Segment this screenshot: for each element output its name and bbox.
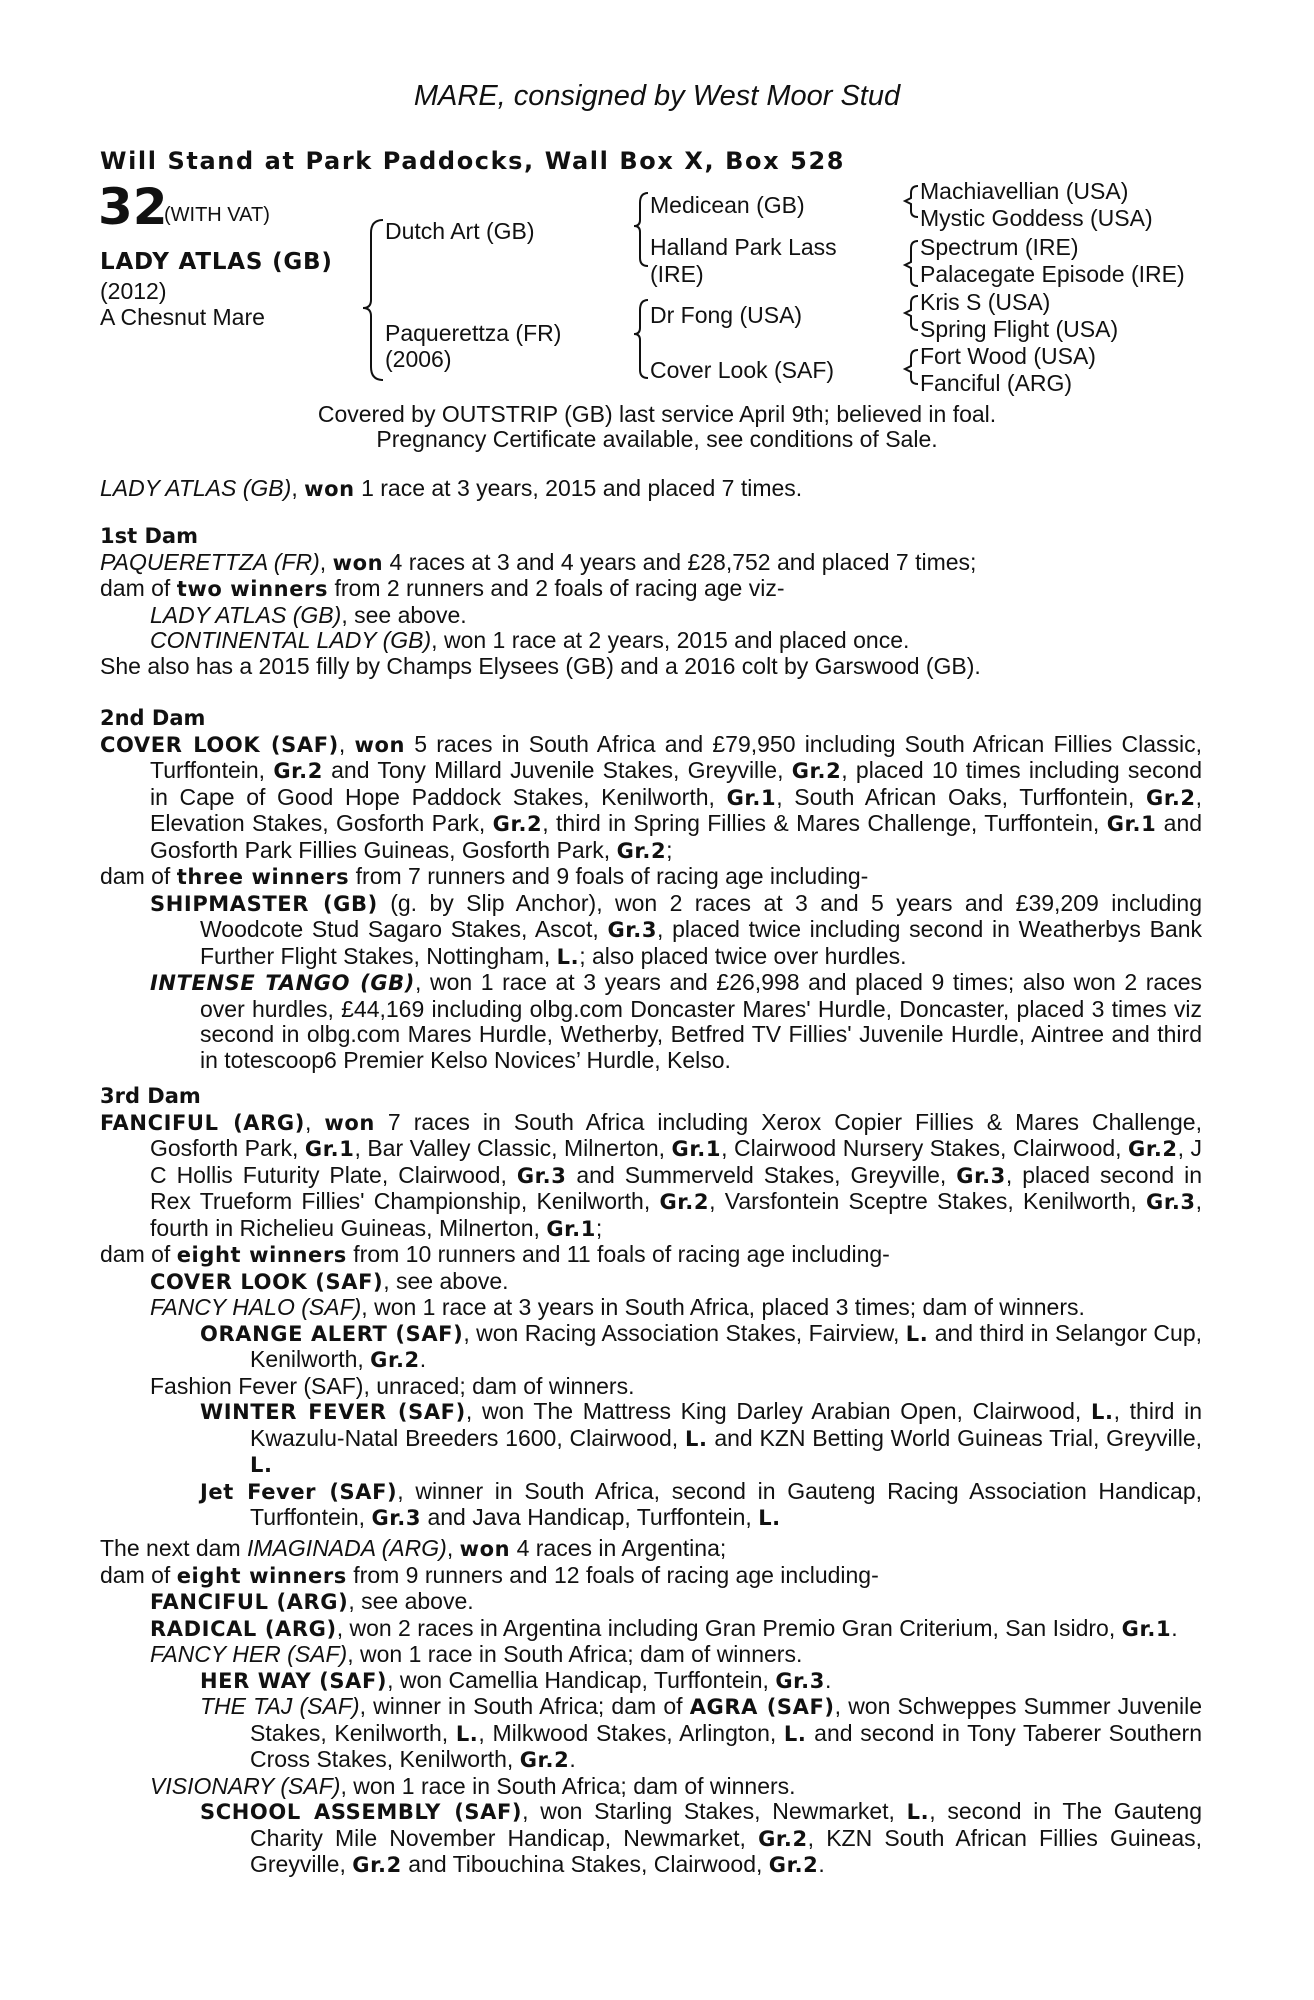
ped-ddd: Fanciful (ARG)	[920, 370, 1073, 396]
dam-of-label: dam of	[100, 1561, 171, 1588]
intro-won: won	[304, 477, 355, 501]
second-dam-section	[100, 706, 1202, 1073]
fourth-dam-section: The next dam IMAGINADA (ARG), won 4 races in Argentina; dam of eight winners from 9 runners and 12 foals of racing age including- FANCIFUL (ARG), see above. RADICAL (ARG), won 2 races in Argentina including Gran Premio Gran Criterium, San Isidro, Gr.1. FANCY HER (SAF), won 1 race in South Africa; dam of winners. HER WAY (SAF), won Camellia Handicap, Turffontein, Gr.3. THE TAJ (SAF), winner in South Africa; dam of AGRA (SAF), won Schweppes Summer Juvenile Stakes, Kenilworth, L., Milkwood Stakes, Arlington, L. and second in Tony Taberer Southern Cross Stakes, Kenilworth, Gr.2. VISIONARY (SAF), won 1 race in South Africa; dam of winners. SCHOOL ASSEMBLY (SAF), won Starling Stakes, Newmarket, L., second in The Gauteng Charity Mile November Handicap, Newmarket, Gr.2, KZN South African Fillies Guineas, Greyville, Gr.2 and Tibouchina Stakes, Clairwood, Gr.2.	[100, 1535, 1203, 1877]
runners-text: from 7 runners and 9 foals of racing age including-	[355, 863, 869, 889]
intro-paragraph: LADY ATLAS (GB), won 1 race at 3 years, 2015 and placed 7 times.	[100, 475, 803, 501]
grade-badge: Gr.2	[659, 1190, 710, 1214]
ped-dsd: Spring Flight (USA)	[920, 316, 1119, 342]
grade-badge: Gr.2	[791, 759, 842, 783]
ped-sss: Machiavellian (USA)	[920, 178, 1129, 204]
horse-year: (2012)	[100, 278, 167, 304]
third-dam-record: FANCIFUL (ARG), won 7 races in South Africa including Xerox Copier Fillies & Mares Challenge, Gosforth Park, Gr.1, Bar Valley Classic, Milnerton, Gr.1, Clairwood Nursery Stakes, Clairwood, Gr.2, J C Hollis Futurity Plate, Clairwood, Gr.3 and Summerveld Stakes, Greyville, Gr.3, placed second in Rex Trueform Fillies' Championship, Kenilworth, Gr.2, Varsfontein Sceptre Stakes, Kenilworth, Gr.3, fourth in Richelieu Guineas, Milnerton, Gr.1;	[100, 1108, 1203, 1241]
progeny-record: won 1 race at 2 years, 2015 and placed once.	[443, 627, 910, 653]
second-dam-heading: 2nd Dam	[100, 706, 206, 730]
first-dam-also: She also has a 2015 filly by Champs Elysees (GB) and a 2016 colt by Garswood (GB).	[100, 652, 981, 679]
won-label: won	[332, 550, 384, 575]
winners-count: three winners	[176, 865, 350, 889]
progeny-name: INTENSE TANGO (GB)	[150, 971, 415, 995]
ped-dam-dam: Cover Look (SAF)	[650, 357, 835, 383]
won-label: won	[459, 1537, 511, 1561]
ped-sire: Dutch Art (GB)	[385, 218, 535, 244]
progeny-entry: ORANGE ALERT (SAF), won Racing Association Stakes, Fairview, L. and third in Selangor Cup, Kenilworth, Gr.2.	[200, 1319, 1203, 1372]
grade-badge: Gr.3	[371, 1506, 422, 1530]
grade-badge: Gr.2	[758, 1826, 808, 1851]
second-dam-name: COVER LOOK (SAF)	[100, 732, 339, 757]
grade-badge: Gr.2	[519, 1748, 570, 1772]
first-dam-record: 4 races at 3 and 4 years and £28,752 and placed 7 times;	[389, 548, 977, 575]
page-title: MARE, consigned by West Moor Stud	[413, 80, 901, 112]
progeny-record: see above.	[354, 601, 467, 628]
grade-badge: Gr.3	[516, 1163, 567, 1188]
runners-text: from 9 runners and 12 foals of racing age including-	[353, 1561, 879, 1588]
ped-dam-year: (2006)	[385, 346, 452, 372]
progeny-name: Jet Fever (SAF)	[200, 1479, 398, 1504]
covered-note: Covered by OUTSTRIP (GB) last service April 9th; believed in foal.	[317, 401, 997, 427]
ped-sire-dam: Halland Park Lass	[650, 234, 837, 260]
grade-badge: L.	[758, 1506, 781, 1530]
progeny-name: RADICAL (ARG)	[150, 1616, 337, 1641]
grade-badge: Gr.2	[768, 1853, 819, 1877]
progeny-name: SCHOOL ASSEMBLY (SAF)	[200, 1800, 523, 1824]
grade-badge: L.	[684, 1426, 708, 1451]
grade-badge: Gr.1	[1106, 812, 1157, 836]
next-dam-label: The next dam	[100, 1535, 241, 1561]
progeny-entry: SCHOOL ASSEMBLY (SAF), won Starling Stakes, Newmarket, L., second in The Gauteng Charity Mile November Handicap, Newmarket, Gr.2, KZN South African Fillies Guineas, Greyville, Gr.2 and Tibouchina Stakes, Clairwood, Gr.2.	[200, 1798, 1203, 1877]
progeny-entry: HER WAY (SAF), won Camellia Handicap, Turffontein, Gr.3.	[200, 1666, 832, 1693]
grade-badge: L.	[455, 1721, 479, 1746]
won-label: won	[354, 732, 406, 757]
ped-dss: Kris S (USA)	[920, 289, 1051, 315]
grade-badge: Gr.3	[956, 1163, 1006, 1188]
progeny-entry: WINTER FEVER (SAF), won The Mattress King Darley Arabian Open, Clairwood, L., third in Kwazulu-Natal Breeders 1600, Clairwood, L. and KZN Betting World Guineas Trial, Greyville, L.	[200, 1398, 1203, 1477]
bracket-gen2-dam	[634, 300, 648, 378]
second-dam-record: COVER LOOK (SAF), won 5 races in South Africa and £79,950 including South African Fillies Classic, Turffontein, Gr.2 and Tony Millard Juvenile Stakes, Greyville, Gr.2, placed 10 times including second in Cape of Good Hope Paddock Stakes, Kenilworth, Gr.1, South African Oaks, Turffontein, Gr.2, Elevation Stakes, Gosforth Park, Gr.2, third in Spring Fillies & Mares Challenge, Turffontein, Gr.1 and Gosforth Park Fillies Guineas, Gosforth Park, Gr.2;	[100, 730, 1203, 863]
ped-sire-sire: Medicean (GB)	[650, 192, 805, 218]
progeny-entry: Jet Fever (SAF), winner in South Africa, second in Gauteng Racing Association Handicap, Turffontein, Gr.3 and Java Handicap, Turffontein, L.	[200, 1477, 1203, 1530]
first-dam-section: 1st Dam PAQUERETTZA (FR), won 4 races at 3 and 4 years and £28,752 and placed 7 times; dam of two winners from 2 runners and 2 foals of racing age viz- LADY ATLAS (GB), see above. CONTINENTAL LADY (GB), won 1 race at 2 years, 2015 and placed once. She also has a 2015 filly by Champs Elysees (GB) and a 2016 colt by Garswood (GB).	[100, 524, 1202, 679]
grade-badge: L.	[556, 944, 580, 969]
bracket-gen3-a	[905, 186, 918, 217]
ped-dds: Fort Wood (USA)	[920, 343, 1096, 369]
progeny-name: FANCIFUL (ARG)	[150, 1590, 349, 1614]
progeny-name: THE TAJ (SAF)	[200, 1693, 360, 1719]
grade-badge: Gr.1	[671, 1137, 722, 1161]
progeny-name: SHIPMASTER (GB)	[150, 891, 378, 916]
progeny-entry: SHIPMASTER (GB) (g. by Slip Anchor), won 2 races at 3 and 5 years and £39,209 including Woodcote Stud Sagaro Stakes, Ascot, Gr.3, placed twice including second in Weatherbys Bank Further Flight Stakes, Nottingham, L.; also placed twice over hurdles.	[150, 889, 1203, 969]
bracket-gen3-b	[905, 241, 918, 286]
grade-badge: Gr.2	[1146, 785, 1196, 810]
progeny-name: CONTINENTAL LADY (GB)	[150, 627, 432, 653]
grade-badge: Gr.2	[273, 759, 323, 783]
progeny-name: HER WAY (SAF)	[200, 1668, 388, 1693]
progeny-entry: INTENSE TANGO (GB), won 1 race at 3 years and £26,998 and placed 9 times; also won 2 races over hurdles, £44,169 including olbg.com Doncaster Mares' Hurdle, Doncaster, placed 3 times viz second in olbg.com Mares Hurdle, Wetherby, Betfred TV Fillies' Juvenile Hurdle, Aintree and third in totescoop6 Premier Kelso Novices’ Hurdle, Kelso.	[150, 969, 1202, 1073]
progeny-entry: Fashion Fever (SAF), unraced; dam of winners.	[150, 1372, 635, 1399]
grade-badge: Gr.3	[1146, 1190, 1196, 1214]
fourth-dam-name: IMAGINADA (ARG)	[247, 1535, 447, 1561]
progeny-name: ORANGE ALERT (SAF)	[200, 1321, 464, 1346]
ped-sds: Spectrum (IRE)	[920, 234, 1079, 260]
intro-horse: LADY ATLAS (GB)	[100, 475, 292, 501]
grade-badge: Gr.1	[304, 1137, 355, 1161]
progeny-name: LADY ATLAS (GB)	[150, 601, 342, 628]
progeny-name: WINTER FEVER (SAF)	[200, 1400, 466, 1424]
grade-badge: Gr.1	[1121, 1616, 1172, 1641]
dam-of-label: dam of	[100, 863, 171, 889]
grade-badge: L.	[250, 1453, 273, 1477]
ped-ssd: Mystic Goddess (USA)	[920, 205, 1153, 231]
grade-badge: Gr.2	[352, 1853, 402, 1877]
horse-description: A Chesnut Mare	[100, 304, 265, 330]
progeny-name: COVER LOOK (SAF)	[150, 1269, 384, 1294]
progeny-name: VISIONARY (SAF)	[150, 1772, 341, 1799]
certificate-note: Pregnancy Certificate available, see conditions of Sale.	[376, 426, 938, 452]
grade-badge: L.	[906, 1800, 930, 1824]
progeny-entry: RADICAL (ARG), won 2 races in Argentina including Gran Premio Gran Criterium, San Isidro, Gr.1.	[150, 1614, 1178, 1641]
vat-label: (WITH VAT)	[164, 204, 270, 226]
dam-of-label: dam of	[100, 1241, 171, 1267]
third-dam-heading: 3rd Dam	[100, 1084, 201, 1108]
winners-count: two winners	[176, 577, 329, 601]
grade-badge: Gr.1	[726, 785, 777, 810]
runners-text: from 2 runners and 2 foals of racing age viz-	[334, 575, 785, 601]
third-dam-name: FANCIFUL (ARG)	[100, 1110, 305, 1135]
grade-badge: Gr.2	[370, 1348, 420, 1372]
grade-badge: L.	[1091, 1400, 1114, 1424]
grade-badge: L.	[905, 1321, 929, 1346]
progeny-name: AGRA (SAF)	[689, 1695, 835, 1719]
winners-count: eight winners	[176, 1563, 347, 1588]
grade-badge: Gr.1	[546, 1216, 596, 1241]
dam-of-label: dam of	[100, 575, 171, 601]
grade-badge: L.	[783, 1721, 807, 1746]
progeny-name: FANCY HER (SAF)	[150, 1641, 348, 1667]
grade-badge: Gr.2	[492, 812, 543, 836]
winners-count: eight winners	[176, 1243, 347, 1267]
progeny-entry: THE TAJ (SAF), winner in South Africa; dam of AGRA (SAF), won Schweppes Summer Juvenile Stakes, Kenilworth, L., Milkwood Stakes, Arlington, L. and second in Tony Taberer Southern Cross Stakes, Kenilworth, Gr.2.	[200, 1693, 1203, 1772]
ped-sdd: Palacegate Episode (IRE)	[920, 261, 1185, 287]
bracket-gen3-d	[905, 350, 918, 384]
ped-sire-dam-country: (IRE)	[650, 261, 704, 287]
first-dam-heading: 1st Dam	[100, 524, 198, 548]
grade-badge: Gr.3	[775, 1668, 825, 1693]
grade-badge: Gr.2	[1128, 1137, 1178, 1161]
ped-dam-sire: Dr Fong (USA)	[650, 302, 803, 328]
grade-badge: Gr.3	[607, 918, 658, 942]
first-dam-name: PAQUERETTZA (FR)	[100, 548, 320, 575]
bracket-gen1	[363, 220, 383, 380]
grade-badge: Gr.2	[616, 838, 667, 863]
bracket-gen2-sire	[634, 193, 648, 266]
horse-name: LADY ATLAS (GB)	[100, 249, 333, 275]
progeny-name: FANCY HALO (SAF)	[150, 1294, 362, 1320]
lot-number: 32	[98, 178, 168, 236]
won-label: won	[324, 1110, 375, 1135]
ped-dam: Paquerettza (FR)	[385, 320, 562, 346]
runners-text: from 10 runners and 11 foals of racing age including-	[353, 1241, 890, 1267]
third-dam-section: 3rd Dam FANCIFUL (ARG), won 7 races in South Africa including Xerox Copier Fillies & Mares Challenge, Gosforth Park, Gr.1, Bar Valley Classic, Milnerton, Gr.1, Clairwood Nursery Stakes, Clairwood, Gr.2, J C Hollis Futurity Plate, Clairwood, Gr.3 and Summerveld Stakes, Greyville, Gr.3, placed second in Rex Trueform Fillies' Championship, Kenilworth, Gr.2, Varsfontein Sceptre Stakes, Kenilworth, Gr.3, fourth in Richelieu Guineas, Milnerton, Gr.1; dam of eight winners from 10 runners and 11 foals of racing age including- COVER LOOK (SAF), see above. FANCY HALO (SAF), won 1 race at 3 years in South Africa, placed 3 times; dam of winners. ORANGE ALERT (SAF), won Racing Association Stakes, Fairview, L. and third in Selangor Cup, Kenilworth, Gr.2. Fashion Fever (SAF), unraced; dam of winners. WINTER FEVER (SAF), won The Mattress King Darley Arabian Open, Clairwood, L., third in Kwazulu-Natal Breeders 1600, Clairwood, L. and KZN Betting World Guineas Trial, Greyville, L. Jet Fever (SAF), winner in South Africa, second in Gauteng Racing Association Handicap, Turffontein, Gr.3 and Java Handicap, Turffontein, L.	[100, 1084, 1203, 1530]
intro-record: 1 race at 3 years, 2015 and placed 7 times.	[361, 475, 803, 501]
stand-location: Will Stand at Park Paddocks, Wall Box X, Box 528	[100, 147, 846, 175]
bracket-gen3-c	[905, 296, 918, 330]
